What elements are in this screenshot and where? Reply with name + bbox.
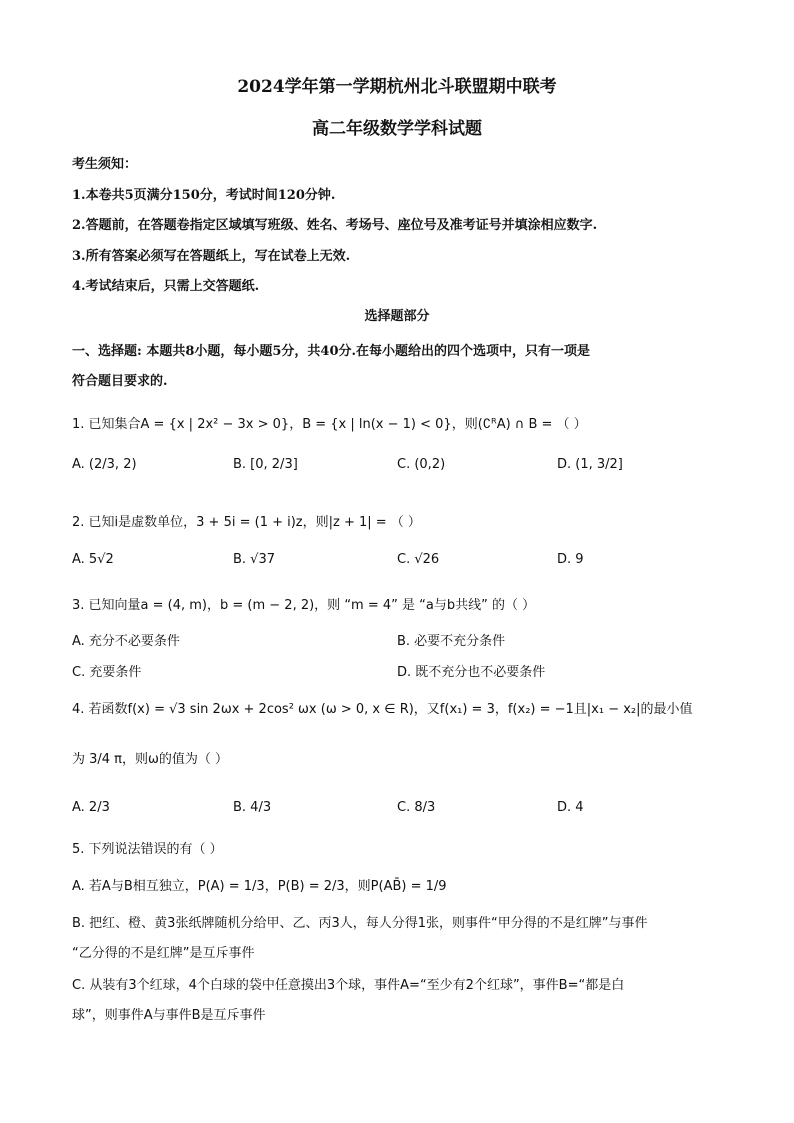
- question-4-option-d: D. 4: [557, 800, 584, 815]
- question-5-stem: 5. 下列说法错误的有（ ）: [72, 842, 223, 857]
- question-4-option-c: C. 8/3: [397, 800, 436, 815]
- question-1-option-a: A. (2/3, 2): [72, 457, 137, 472]
- question-3-option-b: B. 必要不充分条件: [397, 634, 506, 649]
- question-2-stem: 2. 已知i是虚数单位，3 + 5i = (1 + i)z，则|z + 1| = （ ）: [72, 515, 421, 530]
- section-intro-line1: 一、选择题: 本题共8小题，每小题5分，共40分.在每小题给出的四个选项中，只有一项是: [72, 344, 591, 359]
- question-5-option-b: B. 把红、橙、黄3张纸牌随机分给甲、乙、丙3人，每人分得1张，则事件“甲分得的不是红牌”与事件: [72, 916, 648, 931]
- question-2-option-d: D. 9: [557, 552, 584, 567]
- question-1-stem: 1. 已知集合A = {x | 2x² − 3x > 0}，B = {x | ln(x − 1) < 0}，则(∁ᴿA) ∩ B = （ ）: [72, 417, 587, 432]
- section-intro-line2: 符合题目要求的.: [72, 374, 168, 389]
- notice-heading: 考生须知：: [72, 157, 138, 172]
- question-3-option-c: C. 充要条件: [72, 665, 142, 680]
- question-3-stem: 3. 已知向量a = (4, m)，b = (m − 2, 2)，则 “m = 4” 是 “a与b共线” 的（ ）: [72, 598, 536, 613]
- question-5-option-a: A. 若A与B相互独立，P(A) = 1/3，P(B) = 2/3，则P(AB̄) = 1/9: [72, 879, 447, 894]
- question-4-option-a: A. 2/3: [72, 800, 110, 815]
- notice-item-2: 2.答题前，在答题卷指定区域填写班级、姓名、考场号、座位号及准考证号并填涂相应数字.: [72, 218, 598, 233]
- question-1-option-b: B. [0, 2/3]: [233, 457, 298, 472]
- question-3-option-a: A. 充分不必要条件: [72, 634, 180, 649]
- notice-item-1: 1.本卷共5页满分150分，考试时间120分钟.: [72, 188, 336, 203]
- notice-item-3: 3.所有答案必须写在答题纸上，写在试卷上无效.: [72, 249, 351, 264]
- exam-subtitle: 高二年级数学学科试题: [312, 119, 482, 139]
- question-1-option-d: D. (1, 3/2]: [557, 457, 623, 472]
- question-2-option-b: B. √37: [233, 552, 276, 567]
- question-1-option-c: C. (0,2): [397, 457, 446, 472]
- question-4-option-b: B. 4/3: [233, 800, 272, 815]
- question-5-option-b-cont: “乙分得的不是红牌”是互斥事件: [72, 946, 255, 961]
- section-title: 选择题部分: [364, 309, 430, 324]
- question-3-option-d: D. 既不充分也不必要条件: [397, 665, 546, 680]
- notice-item-4: 4.考试结束后，只需上交答题纸.: [72, 279, 260, 294]
- question-2-option-c: C. √26: [397, 552, 440, 567]
- question-4-stem-cont: 为 3/4 π，则ω的值为（ ）: [72, 752, 229, 767]
- question-5-option-c-cont: 球”，则事件A与事件B是互斥事件: [72, 1008, 266, 1023]
- exam-title: 2024学年第一学期杭州北斗联盟期中联考: [237, 77, 557, 97]
- question-5-option-c: C. 从装有3个红球，4个白球的袋中任意摸出3个球，事件A=“至少有2个红球”，事件B=“都是白: [72, 978, 625, 993]
- question-4-stem: 4. 若函数f(x) = √3 sin 2ωx + 2cos² ωx (ω > 0, x ∈ R)，又f(x₁) = 3，f(x₂) = −1且|x₁ − x₂|的最小值: [72, 702, 693, 717]
- question-2-option-a: A. 5√2: [72, 552, 114, 567]
